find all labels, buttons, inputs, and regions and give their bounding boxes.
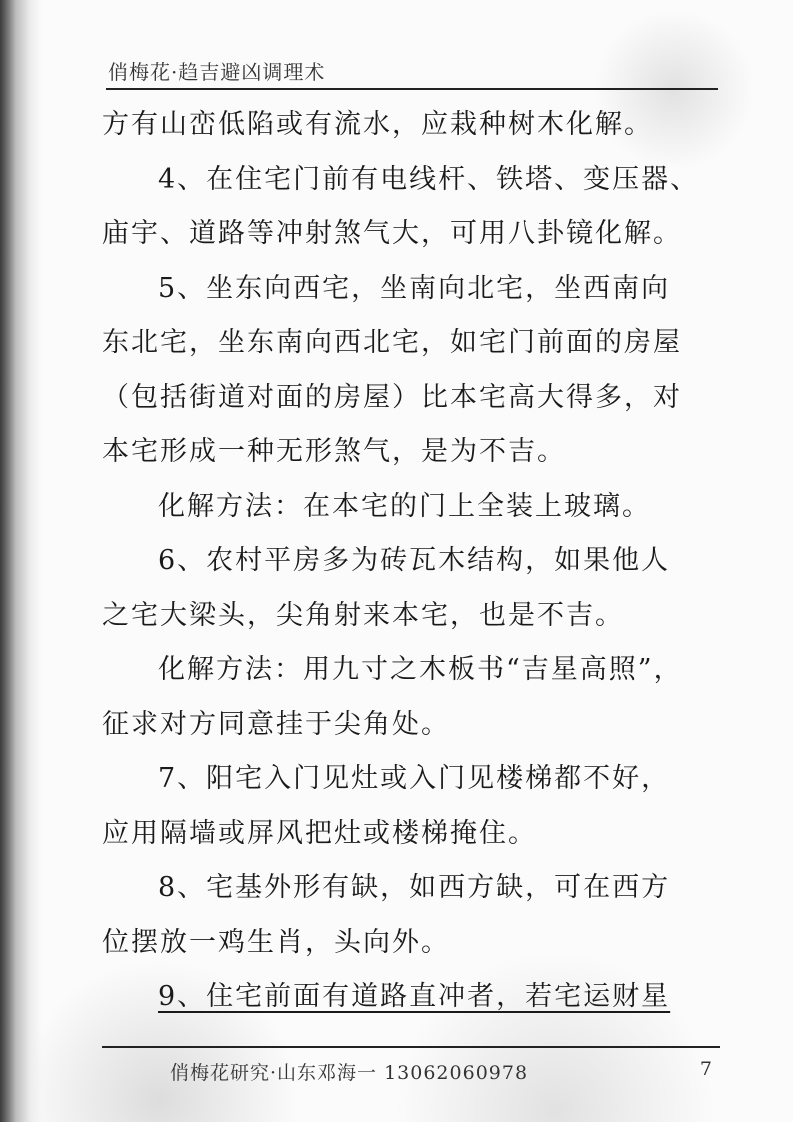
text-line: 5、坐东向西宅，坐南向北宅，坐西南向 — [158, 272, 671, 304]
running-header — [106, 52, 718, 90]
body-text — [102, 98, 722, 1025]
text-line: 7、阳宅入门见灶或入门见楼梯都不好， — [158, 763, 671, 794]
text-line: 之宅大梁头，尖角射来本宅，也是不吉。 — [102, 599, 624, 631]
text-line: 庙宇、道路等冲射煞气大，可用八卦镜化解。 — [102, 218, 682, 249]
footer-text: 俏梅花研究·山东邓海一 13062060978 — [170, 1062, 529, 1084]
text-line: （包括街道对面的房屋）比本宅高大得多，对 — [102, 381, 682, 413]
text-line: 6、农村平房多为砖瓦木结构，如果他人 — [158, 545, 671, 576]
text-line: 应用隔墙或屏风把灶或楼梯掩住。 — [102, 817, 537, 849]
text-line: 化解方法：在本宅的门上全装上玻璃。 — [158, 490, 651, 522]
text-line: 4、在住宅门前有电线杆、铁塔、变压器、 — [158, 163, 700, 195]
book-spine-shadow — [0, 0, 42, 1122]
text-line: 位摆放一鸡生肖，头向外。 — [102, 926, 450, 958]
text-line: 8、宅基外形有缺，如西方缺，可在西方 — [158, 872, 671, 903]
header-title: 俏梅花·趋吉避凶调理术 — [108, 60, 326, 84]
text-line: 东北宅，坐东南向西北宅，如宅门前面的房屋 — [102, 327, 682, 358]
text-line: 9、住宅前面有道路直冲者，若宅运财星 — [158, 981, 671, 1012]
text-line: 方有山峦低陷或有流水，应栽种树木化解。 — [102, 109, 653, 140]
text-line: 本宅形成一种无形煞气，是为不吉。 — [102, 436, 566, 467]
page-number: 7 — [699, 1058, 712, 1080]
text-line: 化解方法：用九寸之木板书“吉星高照”， — [158, 654, 683, 685]
footer-divider — [102, 1046, 720, 1048]
running-footer — [170, 1054, 720, 1084]
text-line: 征求对方同意挂于尖角处。 — [102, 708, 450, 740]
